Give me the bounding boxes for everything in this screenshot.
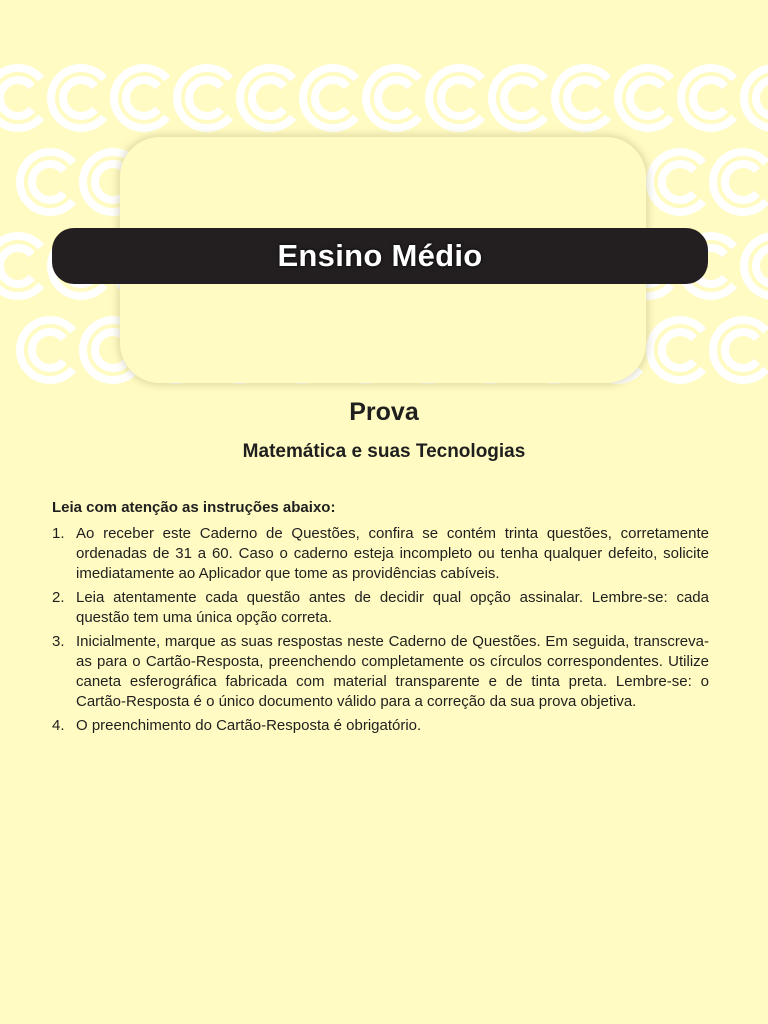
pattern-arc bbox=[725, 332, 757, 368]
instruction-item bbox=[52, 588, 709, 628]
pattern-arc bbox=[315, 80, 347, 116]
pattern-arc bbox=[756, 248, 768, 284]
pattern-arc bbox=[662, 332, 694, 368]
instruction-text: O preenchimento do Cartão-Resposta é obrigatório. bbox=[76, 717, 422, 734]
instruction-text: Leia atentamente cada questão antes de decidir qual opção assinalar. Lembre-se: cada questão tem uma única opção correta. bbox=[76, 589, 709, 626]
pattern-arc bbox=[725, 164, 757, 200]
pattern-arc bbox=[0, 80, 32, 116]
pattern-arc bbox=[32, 332, 64, 368]
pattern-arc bbox=[693, 80, 725, 116]
pattern-arc bbox=[630, 80, 662, 116]
instructions-title: Leia com atenção as instruções abaixo: bbox=[52, 499, 336, 516]
instruction-item bbox=[52, 524, 709, 584]
pattern-arc bbox=[378, 80, 410, 116]
title-band bbox=[52, 228, 708, 284]
pattern-arc bbox=[0, 248, 32, 284]
instruction-number: 4. bbox=[52, 717, 65, 734]
instruction-item bbox=[52, 632, 709, 712]
pattern-arc bbox=[32, 164, 64, 200]
exam-title: Prova bbox=[349, 398, 419, 426]
pattern-arc bbox=[252, 80, 284, 116]
instruction-number: 1. bbox=[52, 525, 65, 542]
instruction-number: 3. bbox=[52, 633, 65, 650]
instruction-item bbox=[52, 716, 709, 736]
pattern-arc bbox=[567, 80, 599, 116]
pattern-arc bbox=[504, 80, 536, 116]
level-title: Ensino Médio bbox=[277, 238, 483, 273]
instruction-number: 2. bbox=[52, 589, 65, 606]
pattern-arc bbox=[756, 80, 768, 116]
instruction-text: Inicialmente, marque as suas respostas neste Caderno de Questões. Em seguida, transcreva-as para o Cartão-Resposta, preenchendo completamente os círculos correspondentes. Utilize caneta esferográfica fabricada com material transparente e de tinta preta. Lembre-se: o Cartão-Resposta é o único documento válido para a correção da sua prova objetiva. bbox=[76, 633, 709, 710]
pattern-arc bbox=[662, 164, 694, 200]
exam-subject: Matemática e suas Tecnologias bbox=[242, 441, 526, 462]
instructions-list bbox=[52, 524, 709, 740]
pattern-arc bbox=[126, 80, 158, 116]
pattern-arc bbox=[441, 80, 473, 116]
pattern-arc bbox=[63, 80, 95, 116]
instruction-text: Ao receber este Caderno de Questões, confira se contém trinta questões, corretamente ordenadas de 31 a 60. Caso o caderno esteja incompleto ou tenha qualquer defeito, solicite imediatamente ao Aplicador que tome as providências cabíveis. bbox=[76, 525, 709, 582]
pattern-arc bbox=[189, 80, 221, 116]
